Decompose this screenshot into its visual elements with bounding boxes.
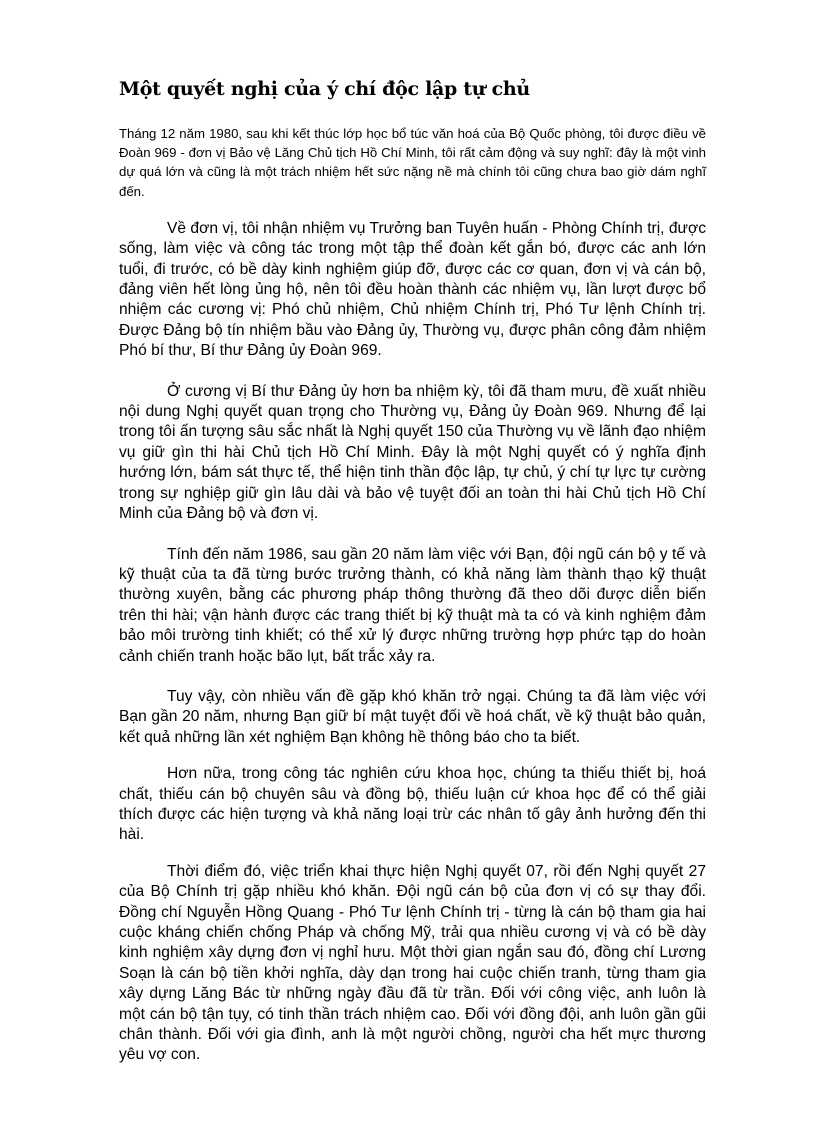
paragraph-4: Tuy vậy, còn nhiều vấn đề gặp khó khăn trở ngại. Chúng ta đã làm việc với Bạn gần 20 năm, nhưng Bạn giữ bí mật tuyệt đối về hoá chất, về kỹ thuật bảo quản, kết quả những lần xét nghiệm Bạn không hề thông báo cho ta biết. <box>119 687 706 746</box>
paragraph-1: Về đơn vị, tôi nhận nhiệm vụ Trưởng ban Tuyên huấn - Phòng Chính trị, được sống, làm việc và công tác trong một tập thể đoàn kết gắn bó, được các anh lớn tuổi, đi trước, có bề dày kinh nghiệm giúp đỡ, được các cơ quan, đơn vị và cán bộ, đảng viên hết lòng ủng hộ, nên tôi đều hoàn thành các nhiệm vụ, lần lượt được bổ nhiệm các cương vị: Phó chủ nhiệm, Chủ nhiệm Chính trị, Phó Tư lệnh Chính trị. Được Đảng bộ tín nhiệm bầu vào Đảng ủy, Thường vụ, được phân công đảm nhiệm Phó bí thư, Bí thư Đảng ủy Đoàn 969. <box>119 219 706 360</box>
paragraph-6: Thời điểm đó, việc triển khai thực hiện Nghị quyết 07, rồi đến Nghị quyết 27 của Bộ Chính trị gặp nhiều khó khăn. Đội ngũ cán bộ của đơn vị có sự thay đổi. Đồng chí Nguyễn Hồng Quang - Phó Tư lệnh Chính trị - từng là cán bộ tham gia hai cuộc kháng chiến chống Pháp và chống Mỹ, trải qua nhiều cương vị và có bề dày kinh nghiệm xây dựng đơn vị nghỉ hưu. Một thời gian ngắn sau đó, đồng chí Lương Soạn là cán bộ tiền khởi nghĩa, dày dạn trong hai cuộc chiến tranh, từng tham gia xây dựng Lăng Bác từ những ngày đầu đã từ trần. Đối với công việc, anh luôn là một cán bộ tận tụy, có tinh thần trách nhiệm cao. Đối với đồng đội, anh luôn gần gũi chân thành. Đối với gia đình, anh là một người chồng, người cha hết mực thương yêu vợ con. <box>119 862 706 1064</box>
paragraph-5: Hơn nữa, trong công tác nghiên cứu khoa học, chúng ta thiếu thiết bị, hoá chất, thiếu cán bộ chuyên sâu và đồng bộ, thiếu luận cứ khoa học để có thể giải thích được các hiện tượng và khả năng loại trừ các nhân tố gây ảnh hưởng đến thi hài. <box>119 765 706 844</box>
intro-paragraph: Tháng 12 năm 1980, sau khi kết thúc lớp học bổ túc văn hoá của Bộ Quốc phòng, tôi được điều về Đoàn 969 - đơn vị Bảo vệ Lăng Chủ tịch Hồ Chí Minh, tôi rất cảm động và suy nghĩ: đây là một vinh dự quá lớn và cũng là một trách nhiệm hết sức nặng nề mà chính tôi cũng chưa bao giờ dám nghĩ đến. <box>119 126 706 199</box>
document-title: Một quyết nghị của ý chí độc lập tự chủ <box>119 78 530 100</box>
document-page <box>119 72 706 1086</box>
paragraph-2: Ở cương vị Bí thư Đảng ủy hơn ba nhiệm kỳ, tôi đã tham mưu, đề xuất nhiều nội dung Nghị quyết quan trọng cho Thường vụ, Đảng ủy Đoàn 969. Nhưng để lại trong tôi ấn tượng sâu sắc nhất là Nghị quyết 150 của Thường vụ về lãnh đạo nhiệm vụ giữ gìn thi hài Chủ tịch Hồ Chí Minh. Đây là một Nghị quyết có ý nghĩa định hướng lớn, bám sát thực tế, thể hiện tinh thần độc lập, tự chủ, ý chí tự lực tự cường trong sự nghiệp giữ gìn lâu dài và bảo vệ tuyệt đối an toàn thi hài Chủ tịch Hồ Chí Minh của Đảng bộ và đơn vị. <box>119 382 706 523</box>
paragraph-3: Tính đến năm 1986, sau gần 20 năm làm việc với Bạn, đội ngũ cán bộ y tế và kỹ thuật của ta đã từng bước trưởng thành, có khả năng làm thành thạo kỹ thuật thường xuyên, bằng các phương pháp thông thường đã theo dõi được diễn biến trên thi hài; vận hành được các trang thiết bị kỹ thuật mà ta có và kinh nghiệm đảm bảo môi trường tinh khiết; có thể xử lý được những trường hợp phức tạp do hoàn cảnh chiến tranh hoặc bão lụt, bất trắc xảy ra. <box>119 545 706 665</box>
